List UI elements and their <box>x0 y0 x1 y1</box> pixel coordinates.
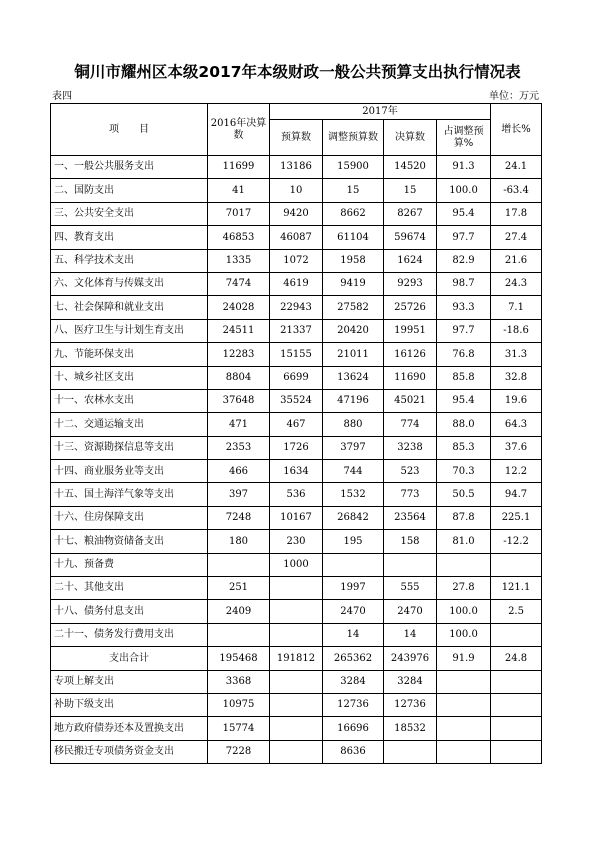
cell-item-name: 十七、粮油物资储备支出 <box>51 530 208 553</box>
cell-ratio: 87.8 <box>437 506 491 529</box>
table-row <box>51 319 542 342</box>
cell-ratio: 27.8 <box>437 577 491 600</box>
cell-ratio <box>437 553 491 576</box>
cell-adjusted-budget: 265362 <box>323 647 384 670</box>
cell-item-name: 十二、交通运输支出 <box>51 413 208 436</box>
cell-growth <box>491 670 542 693</box>
cell-2016-final: 195468 <box>208 647 270 670</box>
cell-item-name: 六、文化体育与传媒支出 <box>51 272 208 295</box>
cell-final: 18532 <box>384 717 437 740</box>
cell-growth: 27.4 <box>491 226 542 249</box>
cell-final: 14 <box>384 623 437 646</box>
cell-growth: -18.6 <box>491 319 542 342</box>
cell-adjusted-budget: 2470 <box>323 600 384 623</box>
cell-budget: 35524 <box>270 389 323 412</box>
cell-2016-final: 7017 <box>208 202 270 225</box>
total-row <box>51 647 542 670</box>
cell-ratio: 95.4 <box>437 389 491 412</box>
cell-growth <box>491 553 542 576</box>
cell-final: 2470 <box>384 600 437 623</box>
table-row <box>51 179 542 202</box>
table-row <box>51 272 542 295</box>
cell-final: 59674 <box>384 226 437 249</box>
header-ratio: 占调整预算% <box>437 120 491 156</box>
cell-item-name: 地方政府债券还本及置换支出 <box>51 717 208 740</box>
cell-final: 45021 <box>384 389 437 412</box>
cell-adjusted-budget: 27582 <box>323 296 384 319</box>
table-row <box>51 670 542 693</box>
cell-item-name: 五、科学技术支出 <box>51 249 208 272</box>
cell-2016-final: 471 <box>208 413 270 436</box>
cell-ratio: 100.0 <box>437 623 491 646</box>
cell-ratio: 82.9 <box>437 249 491 272</box>
cell-growth <box>491 623 542 646</box>
cell-growth: 37.6 <box>491 436 542 459</box>
cell-item-name: 十一、农林水支出 <box>51 389 208 412</box>
table-row <box>51 577 542 600</box>
cell-adjusted-budget: 21011 <box>323 343 384 366</box>
cell-budget: 10167 <box>270 506 323 529</box>
cell-final: 12736 <box>384 693 437 716</box>
cell-budget: 46087 <box>270 226 323 249</box>
cell-adjusted-budget: 15900 <box>323 156 384 179</box>
table-row <box>51 226 542 249</box>
cell-ratio: 88.0 <box>437 413 491 436</box>
header-budget: 预算数 <box>270 120 323 156</box>
cell-adjusted-budget: 61104 <box>323 226 384 249</box>
cell-adjusted-budget: 880 <box>323 413 384 436</box>
cell-final: 16126 <box>384 343 437 366</box>
cell-final: 1624 <box>384 249 437 272</box>
cell-growth: 17.8 <box>491 202 542 225</box>
cell-item-name: 十六、住房保障支出 <box>51 506 208 529</box>
cell-final: 523 <box>384 460 437 483</box>
table-row <box>51 740 542 763</box>
cell-ratio: 95.4 <box>437 202 491 225</box>
cell-budget: 4619 <box>270 272 323 295</box>
cell-growth <box>491 740 542 763</box>
cell-final: 3284 <box>384 670 437 693</box>
cell-budget <box>270 740 323 763</box>
cell-ratio: 97.7 <box>437 319 491 342</box>
cell-final: 3238 <box>384 436 437 459</box>
cell-adjusted-budget: 3797 <box>323 436 384 459</box>
cell-growth: 31.3 <box>491 343 542 366</box>
cell-adjusted-budget <box>323 553 384 576</box>
cell-item-name: 四、教育支出 <box>51 226 208 249</box>
cell-2016-final: 24028 <box>208 296 270 319</box>
table-row <box>51 693 542 716</box>
cell-ratio: 91.3 <box>437 156 491 179</box>
cell-adjusted-budget: 195 <box>323 530 384 553</box>
cell-budget <box>270 623 323 646</box>
cell-budget: 467 <box>270 413 323 436</box>
cell-growth: 21.6 <box>491 249 542 272</box>
cell-item-name: 十四、商业服务业等支出 <box>51 460 208 483</box>
cell-final: 8267 <box>384 202 437 225</box>
table-number: 表四 <box>52 91 72 102</box>
cell-adjusted-budget: 3284 <box>323 670 384 693</box>
page-title: 铜川市耀州区本级2017年本级财政一般公共预算支出执行情况表 <box>74 63 521 81</box>
cell-ratio <box>437 693 491 716</box>
cell-2016-final <box>208 623 270 646</box>
cell-growth: 225.1 <box>491 506 542 529</box>
cell-budget: 230 <box>270 530 323 553</box>
cell-ratio <box>437 740 491 763</box>
cell-budget: 6699 <box>270 366 323 389</box>
cell-budget: 191812 <box>270 647 323 670</box>
cell-2016-final: 2409 <box>208 600 270 623</box>
cell-final: 158 <box>384 530 437 553</box>
cell-budget <box>270 600 323 623</box>
cell-budget: 1634 <box>270 460 323 483</box>
cell-adjusted-budget: 1997 <box>323 577 384 600</box>
cell-growth: 19.6 <box>491 389 542 412</box>
cell-budget: 13186 <box>270 156 323 179</box>
cell-final <box>384 553 437 576</box>
table-row <box>51 389 542 412</box>
cell-2016-final: 466 <box>208 460 270 483</box>
cell-item-name: 一、一般公共服务支出 <box>51 156 208 179</box>
cell-2016-final: 41 <box>208 179 270 202</box>
cell-2016-final: 7248 <box>208 506 270 529</box>
cell-growth: 24.3 <box>491 272 542 295</box>
cell-final: 15 <box>384 179 437 202</box>
cell-2016-final: 8804 <box>208 366 270 389</box>
cell-final: 774 <box>384 413 437 436</box>
cell-final: 243976 <box>384 647 437 670</box>
cell-adjusted-budget: 1958 <box>323 249 384 272</box>
expenditure-table <box>50 103 542 764</box>
table-row <box>51 436 542 459</box>
cell-2016-final: 10975 <box>208 693 270 716</box>
cell-budget: 1726 <box>270 436 323 459</box>
cell-2016-final: 7228 <box>208 740 270 763</box>
header-final: 决算数 <box>384 120 437 156</box>
cell-ratio: 50.5 <box>437 483 491 506</box>
cell-2016-final: 3368 <box>208 670 270 693</box>
cell-item-name: 十九、预备费 <box>51 553 208 576</box>
cell-2016-final <box>208 553 270 576</box>
cell-adjusted-budget: 1532 <box>323 483 384 506</box>
cell-growth: 2.5 <box>491 600 542 623</box>
cell-item-name: 移民搬迁专项债务资金支出 <box>51 740 208 763</box>
cell-growth <box>491 717 542 740</box>
cell-ratio: 76.8 <box>437 343 491 366</box>
cell-adjusted-budget: 744 <box>323 460 384 483</box>
cell-item-name: 十五、国土海洋气象等支出 <box>51 483 208 506</box>
table-row <box>51 343 542 366</box>
header-adjusted-budget: 调整预算数 <box>323 120 384 156</box>
cell-adjusted-budget: 20420 <box>323 319 384 342</box>
cell-item-name: 十、城乡社区支出 <box>51 366 208 389</box>
table-row <box>51 483 542 506</box>
cell-adjusted-budget: 14 <box>323 623 384 646</box>
cell-adjusted-budget: 15 <box>323 179 384 202</box>
cell-ratio: 93.3 <box>437 296 491 319</box>
table-row <box>51 249 542 272</box>
cell-growth: -63.4 <box>491 179 542 202</box>
cell-growth: 24.8 <box>491 647 542 670</box>
cell-adjusted-budget: 8636 <box>323 740 384 763</box>
unit-label: 单位：万元 <box>489 91 539 102</box>
cell-adjusted-budget: 12736 <box>323 693 384 716</box>
cell-ratio: 97.7 <box>437 226 491 249</box>
cell-final: 23564 <box>384 506 437 529</box>
cell-growth: 24.1 <box>491 156 542 179</box>
cell-growth: 64.3 <box>491 413 542 436</box>
cell-item-name: 二十一、债务发行费用支出 <box>51 623 208 646</box>
cell-budget <box>270 693 323 716</box>
cell-final: 19951 <box>384 319 437 342</box>
cell-ratio: 70.3 <box>437 460 491 483</box>
cell-item-name: 十八、债务付息支出 <box>51 600 208 623</box>
cell-item-name: 支出合计 <box>51 647 208 670</box>
cell-2016-final: 180 <box>208 530 270 553</box>
cell-ratio: 81.0 <box>437 530 491 553</box>
cell-adjusted-budget: 26842 <box>323 506 384 529</box>
table-row <box>51 530 542 553</box>
cell-growth: 94.7 <box>491 483 542 506</box>
cell-2016-final: 251 <box>208 577 270 600</box>
cell-growth: -12.2 <box>491 530 542 553</box>
cell-item-name: 八、医疗卫生与计划生育支出 <box>51 319 208 342</box>
cell-ratio: 85.3 <box>437 436 491 459</box>
cell-budget <box>270 670 323 693</box>
table-row <box>51 623 542 646</box>
cell-growth: 32.8 <box>491 366 542 389</box>
cell-item-name: 九、节能环保支出 <box>51 343 208 366</box>
cell-2016-final: 15774 <box>208 717 270 740</box>
cell-adjusted-budget: 8662 <box>323 202 384 225</box>
cell-2016-final: 1335 <box>208 249 270 272</box>
cell-adjusted-budget: 16696 <box>323 717 384 740</box>
cell-2016-final: 37648 <box>208 389 270 412</box>
cell-item-name: 七、社会保障和就业支出 <box>51 296 208 319</box>
cell-ratio: 100.0 <box>437 600 491 623</box>
cell-budget: 9420 <box>270 202 323 225</box>
cell-final: 25726 <box>384 296 437 319</box>
table-body <box>51 156 542 764</box>
header-growth: 增长% <box>491 104 542 156</box>
cell-2016-final: 24511 <box>208 319 270 342</box>
cell-item-name: 专项上解支出 <box>51 670 208 693</box>
table-row <box>51 156 542 179</box>
cell-growth: 12.2 <box>491 460 542 483</box>
cell-ratio <box>437 717 491 740</box>
cell-item-name: 三、公共安全支出 <box>51 202 208 225</box>
cell-budget <box>270 717 323 740</box>
cell-2016-final: 46853 <box>208 226 270 249</box>
cell-final: 773 <box>384 483 437 506</box>
header-2016-final: 2016年决算数 <box>208 104 270 156</box>
cell-final: 9293 <box>384 272 437 295</box>
cell-item-name: 二、国防支出 <box>51 179 208 202</box>
table-row <box>51 460 542 483</box>
cell-ratio: 91.9 <box>437 647 491 670</box>
cell-budget: 10 <box>270 179 323 202</box>
cell-budget <box>270 577 323 600</box>
cell-ratio: 100.0 <box>437 179 491 202</box>
cell-final: 11690 <box>384 366 437 389</box>
cell-adjusted-budget: 47196 <box>323 389 384 412</box>
table-row <box>51 413 542 436</box>
cell-ratio: 85.8 <box>437 366 491 389</box>
table-row <box>51 717 542 740</box>
cell-adjusted-budget: 13624 <box>323 366 384 389</box>
cell-budget: 22943 <box>270 296 323 319</box>
cell-budget: 15155 <box>270 343 323 366</box>
table-row <box>51 296 542 319</box>
table-row <box>51 600 542 623</box>
header-item: 项 目 <box>51 104 208 156</box>
cell-2016-final: 12283 <box>208 343 270 366</box>
cell-growth: 121.1 <box>491 577 542 600</box>
cell-growth <box>491 693 542 716</box>
cell-item-name: 补助下级支出 <box>51 693 208 716</box>
cell-ratio <box>437 670 491 693</box>
cell-2016-final: 2353 <box>208 436 270 459</box>
cell-ratio: 98.7 <box>437 272 491 295</box>
cell-budget: 1072 <box>270 249 323 272</box>
cell-2016-final: 7474 <box>208 272 270 295</box>
table-row <box>51 366 542 389</box>
cell-final: 14520 <box>384 156 437 179</box>
cell-item-name: 二十、其他支出 <box>51 577 208 600</box>
table-row <box>51 506 542 529</box>
cell-2016-final: 11699 <box>208 156 270 179</box>
table-row <box>51 553 542 576</box>
cell-final <box>384 740 437 763</box>
cell-budget: 1000 <box>270 553 323 576</box>
header-2017: 2017年 <box>270 104 491 120</box>
cell-budget: 536 <box>270 483 323 506</box>
cell-final: 555 <box>384 577 437 600</box>
cell-growth: 7.1 <box>491 296 542 319</box>
cell-2016-final: 397 <box>208 483 270 506</box>
cell-adjusted-budget: 9419 <box>323 272 384 295</box>
table-row <box>51 202 542 225</box>
cell-item-name: 十三、资源勘探信息等支出 <box>51 436 208 459</box>
cell-budget: 21337 <box>270 319 323 342</box>
